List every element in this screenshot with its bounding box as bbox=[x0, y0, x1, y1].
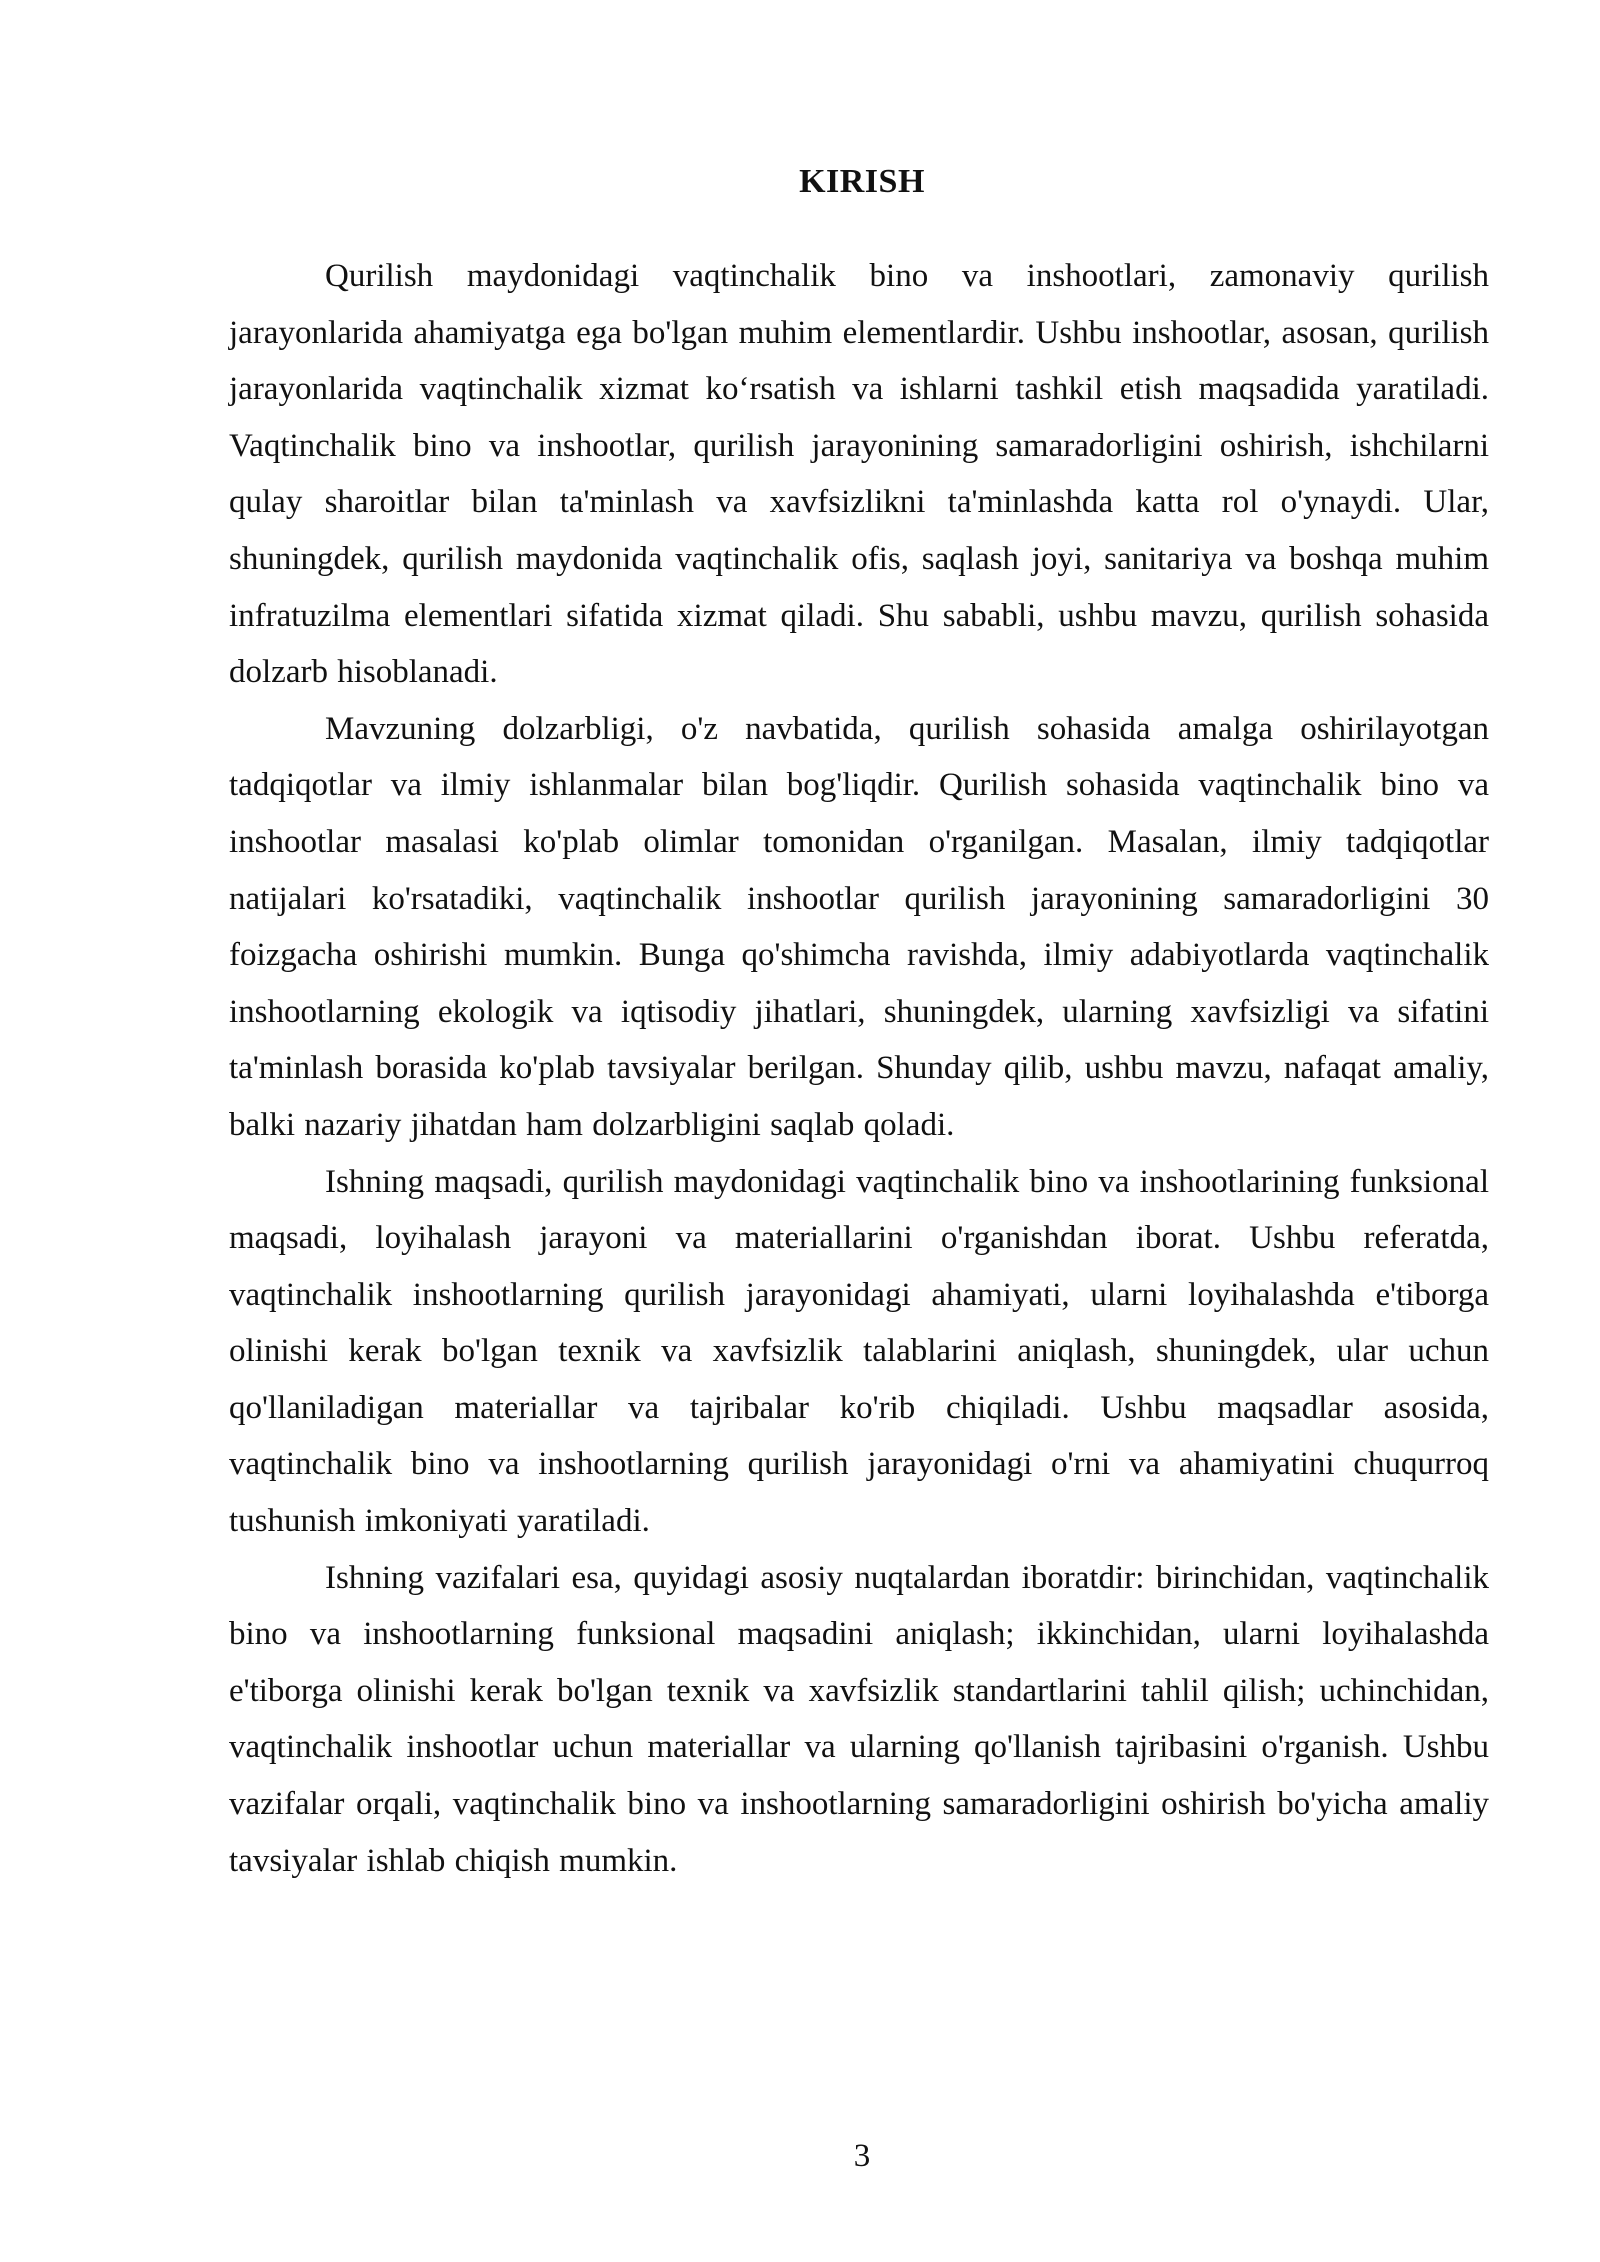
body-text bbox=[229, 248, 1489, 1889]
paragraph-relevance: Mavzuning dolzarbligi, o'z navbatida, qurilish sohasida amalga oshirilayotgan tadqiqotlar va ilmiy ishlanmalar bilan bog'liqdir. Qurilish sohasida vaqtinchalik bino va inshootlar masalasi ko'plab olimlar tomonidan o'rganilgan. Masalan, ilmiy tadqiqotlar natijalari ko'rsatadiki, vaqtinchalik inshootlar qurilish jarayonining samaradorligini 30 foizgacha oshirishi mumkin. Bunga qo'shimcha ravishda, ilmiy adabiyotlarda vaqtinchalik inshootlarning ekologik va iqtisodiy jihatlari, shuningdek, ularning xavfsizligi va sifatini ta'minlash borasida ko'plab tavsiyalar berilgan. Shunday qilib, ushbu mavzu, nafaqat amaliy, balki nazariy jihatdan ham dolzarbligini saqlab qoladi. bbox=[229, 710, 1489, 1143]
page-number: 3 bbox=[853, 2138, 871, 2174]
paragraph-introduction: Qurilish maydonidagi vaqtinchalik bino va inshootlari, zamonaviy qurilish jarayonlarida ahamiyatga ega bo'lgan muhim elementlardir. Ushbu inshootlar, asosan, qurilish jarayonlarida vaqtinchalik xizmat ko‘rsatish va ishlarni tashkil etish maqsadida yaratiladi. Vaqtinchalik bino va inshootlar, qurilish jarayonining samaradorligini oshirish, ishchilarni qulay sharoitlar bilan ta'minlash va xavfsizlikni ta'minlashda katta rol o'ynaydi. Ular, shuningdek, qurilish maydonida vaqtinchalik ofis, saqlash joyi, sanitariya va boshqa muhim infratuzilma elementlari sifatida xizmat qiladi. Shu sababli, ushbu mavzu, qurilish sohasida dolzarb hisoblanadi. bbox=[229, 258, 1489, 691]
section-heading: KIRISH bbox=[799, 163, 925, 200]
paragraph-goal: Ishning maqsadi, qurilish maydonidagi vaqtinchalik bino va inshootlarining funksional maqsadi, loyihalash jarayoni va materiallarini o'rganishdan iborat. Ushbu referatda, vaqtinchalik inshootlarning qurilish jarayonidagi ahamiyati, ularni loyihalashda e'tiborga olinishi kerak bo'lgan texnik va xavfsizlik talablarini aniqlash, shuningdek, ular uchun qo'llaniladigan materiallar va tajribalar ko'rib chiqiladi. Ushbu maqsadlar asosida, vaqtinchalik bino va inshootlarning qurilish jarayonidagi o'rni va ahamiyatini chuqurroq tushunish imkoniyati yaratiladi. bbox=[229, 1163, 1489, 1540]
paragraph-tasks: Ishning vazifalari esa, quyidagi asosiy nuqtalardan iboratdir: birinchidan, vaqtinchalik bino va inshootlarning funksional maqsadini aniqlash; ikkinchidan, ularni loyihalashda e'tiborga olinishi kerak bo'lgan texnik va xavfsizlik standartlarini tahlil qilish; uchinchidan, vaqtinchalik inshootlar uchun materiallar va ularning qo'llanish tajribasini o'rganish. Ushbu vazifalar orqali, vaqtinchalik bino va inshootlarning samaradorligini oshirish bo'yicha amaliy tavsiyalar ishlab chiqish mumkin. bbox=[229, 1559, 1489, 1879]
